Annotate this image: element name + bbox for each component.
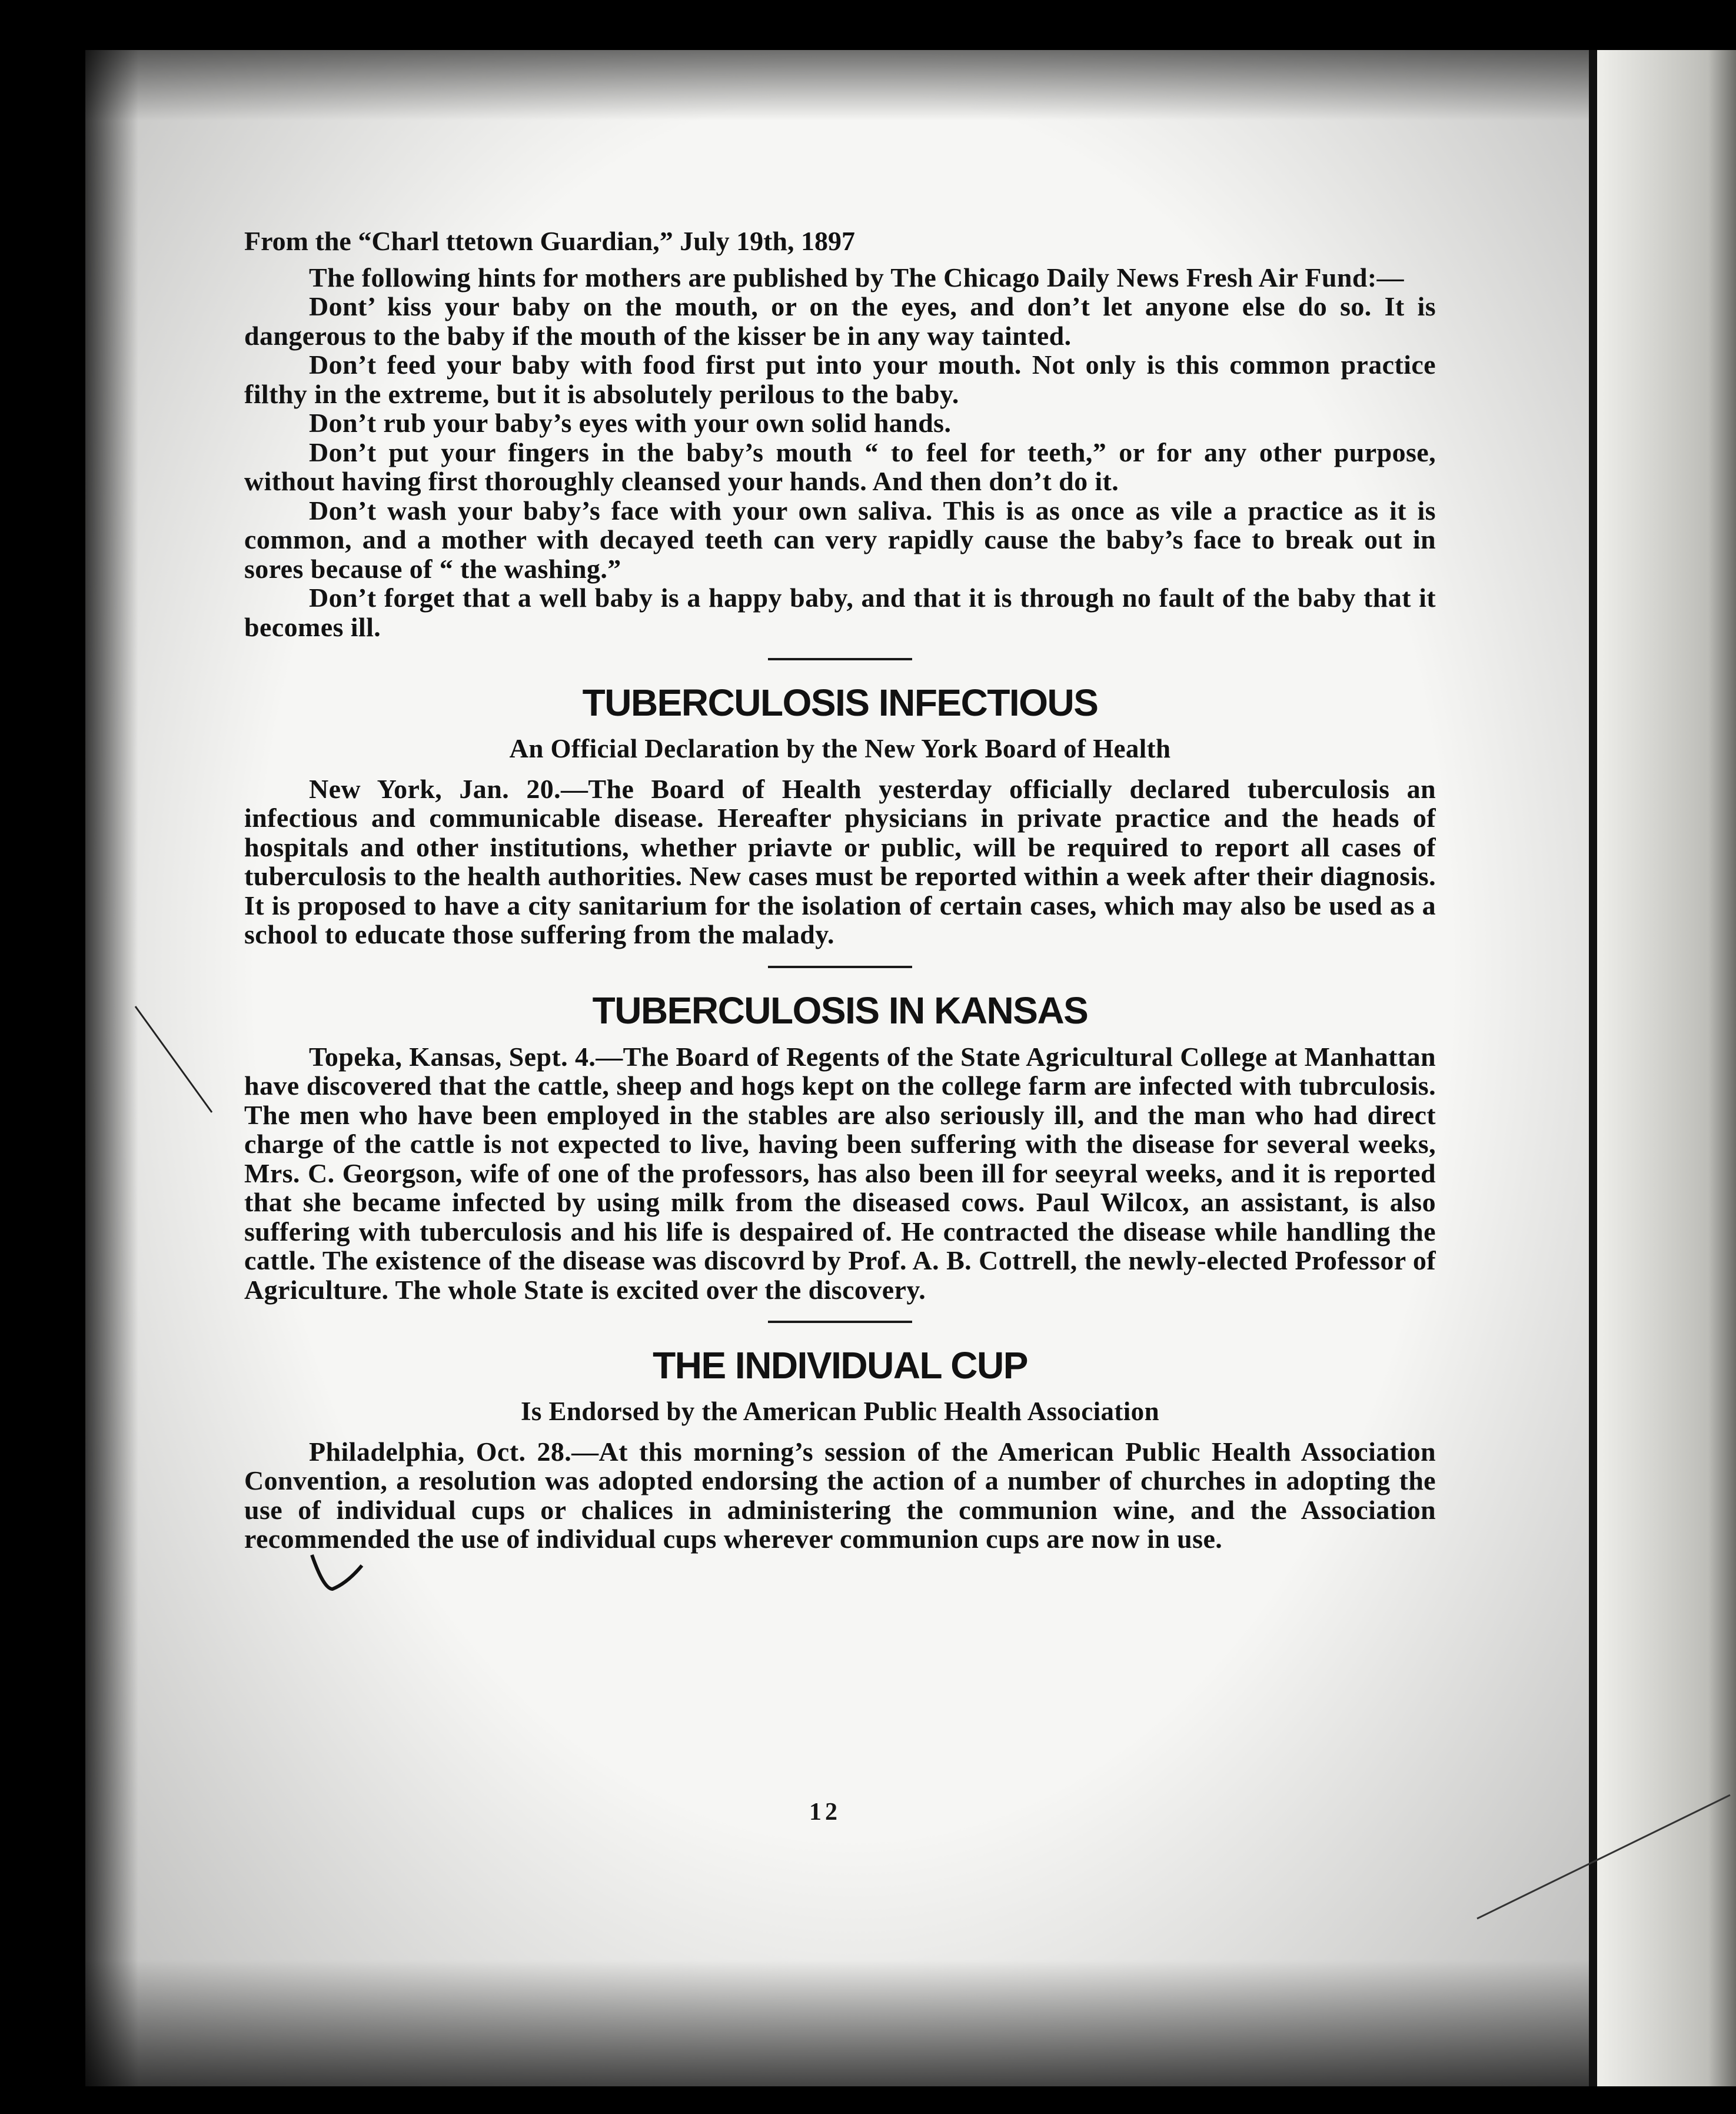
section-body: Topeka, Kansas, Sept. 4.—The Board of Regents of the State Agricultural College at Manhattan have discovered that the cattle, sheep and hogs kept on the college farm are infected with tubrculosis. The men who have been employed in the stables are also seriously ill, and the man who had direct charge of the cattle is not expected to live, having been suffering with the disease for several weeks, Mrs. C. Georgson, wife of one of the professors, has also been ill for seeyral weeks, and it is reported that she became infected by using milk from the diseased cows. Paul Wilcox, an assistant, is also suffering with tuberculosis and his life is despaired of. He contracted the disease while handling the cattle. The existence of the disease was discovrd by Prof. A. B. Cottrell, the newly-elected Professor of Agriculture. The whole State is excited over the discovery. <box>244 1041 1436 1305</box>
scratch-mark-left <box>129 1001 224 1130</box>
article-column <box>244 227 1436 1554</box>
section-body: New York, Jan. 20.—The Board of Health yesterday officially declared tuberculosis an infectious and communicable disease. Hereafter physicians in private practice and the heads of hospitals and other institutions, whether priavte or public, will be required to report all cases of tuberculosis to the health authorities. New cases must be reported within a week after their diagnosis. It is proposed to have a city sanitarium for the isolation of certain cases, which may also be used as a school to educate those suffering from the malady. <box>244 773 1436 949</box>
section-subheading: Is Endorsed by the American Public Health Association <box>520 1397 1160 1426</box>
section-divider <box>768 966 912 968</box>
section-divider <box>768 658 912 660</box>
page-gutter <box>1589 50 1597 2086</box>
intro-paragraph: The following hints for mothers are published by The Chicago Daily News Fresh Air Fund:— <box>309 262 1404 292</box>
intro-paragraph: Don’t put your fingers in the baby’s mouth “ to feel for teeth,” or for any other purpose, without having first thoroughly cleansed your hands. And then don’t do it. <box>244 437 1436 496</box>
section-divider <box>768 1321 912 1323</box>
page-shadow-bottom <box>85 1960 1621 2086</box>
intro-paragraph: Don’t wash your baby’s face with your own saliva. This is as once as vile a practice as it is common, and a mother with decayed teeth can very rapidly cause the baby’s face to break out in sores because of “ the washing.” <box>244 495 1436 584</box>
intro-paragraph: Dont’ kiss your baby on the mouth, or on the eyes, and don’t let anyone else do so. It is dangerous to the baby if the mouth of the kisser be in any way tainted. <box>244 291 1436 351</box>
section-heading-tuberculosis-infectious: TUBERCULOSIS INFECTIOUS <box>582 682 1098 724</box>
checkmark-doodle <box>306 1548 371 1601</box>
page-shadow-top <box>85 50 1621 121</box>
facing-page-edge <box>1597 50 1736 2086</box>
intro-paragraph: Don’t rub your baby’s eyes with your own solid hands. <box>309 408 952 438</box>
scratch-mark-right <box>1471 1789 1736 1930</box>
intro-paragraph: Don’t feed your baby with food first put into your mouth. Not only is this common practice filthy in the extreme, but it is absolutely perilous to the baby. <box>244 350 1436 409</box>
source-citation: From the “Charl ttetown Guardian,” July 19th, 1897 <box>244 226 855 256</box>
section-body: Philadelphia, Oct. 28.—At this morning’s session of the American Public Health Association Convention, a resolution was adopted endorsing the action of a number of churches in adopting the use of individual cups or chalices in administering the communion wine, and the Association recommended the use of individual cups wherever communion cups are now in use. <box>244 1436 1436 1554</box>
intro-hints <box>244 263 1436 642</box>
section-subheading: An Official Declaration by the New York Board of Health <box>509 734 1171 763</box>
section-heading-individual-cup: THE INDIVIDUAL CUP <box>653 1344 1027 1387</box>
intro-paragraph: Don’t forget that a well baby is a happy baby, and that it is through no fault of the baby that it becomes ill. <box>244 583 1436 642</box>
page-number: 12 <box>809 1799 841 1826</box>
section-heading-tuberculosis-in-kansas: TUBERCULOSIS IN KANSAS <box>592 989 1088 1032</box>
